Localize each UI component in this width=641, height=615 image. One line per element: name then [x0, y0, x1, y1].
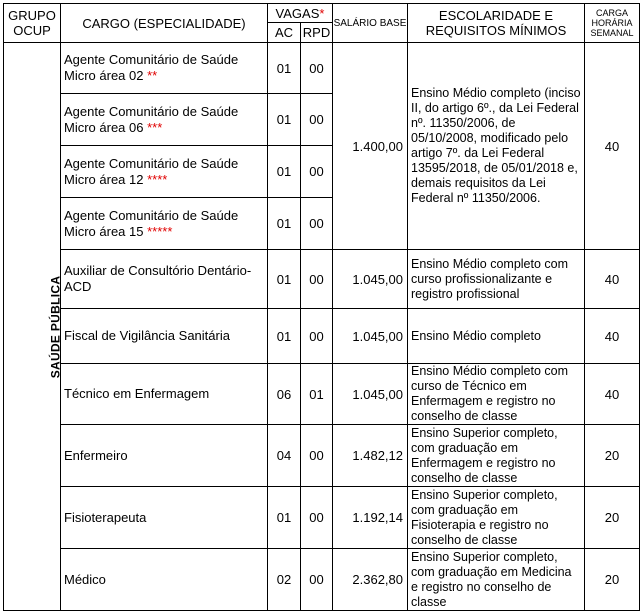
- ac-cell: 01: [268, 250, 301, 309]
- header-rpd: RPD: [301, 23, 333, 43]
- rpd-cell: 00: [301, 309, 333, 364]
- cargo-cell: Auxiliar de Consultório Dentário-ACD: [61, 250, 268, 309]
- ac-cell: 01: [268, 309, 301, 364]
- group-cell: [4, 43, 61, 611]
- header-ac: AC: [268, 23, 301, 43]
- salario-cell: 2.362,80: [333, 549, 408, 611]
- ac-cell: 01: [268, 94, 301, 146]
- header-escolaridade: ESCOLARIDADE E REQUISITOS MÍNIMOS: [408, 4, 585, 43]
- rpd-cell: 00: [301, 487, 333, 549]
- cargo-cell: Médico: [61, 549, 268, 611]
- table-row: [4, 425, 640, 487]
- salario-cell: 1.045,00: [333, 364, 408, 425]
- vacancy-table: [3, 3, 640, 611]
- ac-cell: 01: [268, 146, 301, 198]
- salario-cell: 1.192,14: [333, 487, 408, 549]
- cargo-cell: [61, 198, 268, 250]
- ac-cell: 02: [268, 549, 301, 611]
- ac-cell: 01: [268, 43, 301, 94]
- rpd-cell: 01: [301, 364, 333, 425]
- rpd-cell: 00: [301, 43, 333, 94]
- escolaridade-cell: Ensino Médio completo com curso profissionalizante e registro profissional: [408, 250, 585, 309]
- header-cargo: CARGO (ESPECIALIDADE): [61, 4, 268, 43]
- table-row: [4, 43, 640, 94]
- ac-cell: 01: [268, 198, 301, 250]
- cargo-cell: Técnico em Enfermagem: [61, 364, 268, 425]
- cargo-cell: Fisioterapeuta: [61, 487, 268, 549]
- table-row: [4, 549, 640, 611]
- carga-cell: 20: [585, 549, 640, 611]
- carga-cell: 40: [585, 364, 640, 425]
- cargo-mark: *****: [147, 223, 173, 239]
- salario-cell: 1.045,00: [333, 250, 408, 309]
- carga-cell: 40: [585, 43, 640, 250]
- salario-cell: 1.045,00: [333, 309, 408, 364]
- header-carga: CARGA HORÁRIA SEMANAL: [585, 4, 640, 43]
- rpd-cell: 00: [301, 250, 333, 309]
- carga-cell: 20: [585, 487, 640, 549]
- header-vagas: [268, 4, 333, 23]
- rpd-cell: 00: [301, 94, 333, 146]
- cargo-mark: ****: [147, 171, 168, 187]
- table-row: [4, 487, 640, 549]
- ac-cell: 04: [268, 425, 301, 487]
- escolaridade-cell: Ensino Médio completo (inciso II, do artigo 6º., da Lei Federal nº. 11350/2006, de 05/10/2008, modificado pelo artigo 7º. da Lei Federal 13595/2018, de 05/01/2018 e, demais requisitos da Lei Federal nº 11350/2006.: [408, 43, 585, 250]
- header-vagas-mark: *: [319, 5, 325, 21]
- cargo-text: Agente Comunitário de Saúde Micro área 15: [64, 207, 239, 239]
- escolaridade-cell: Ensino Superior completo, com graduação em Medicina e registro no conselho de classe: [408, 549, 585, 611]
- carga-cell: 20: [585, 425, 640, 487]
- ac-cell: 06: [268, 364, 301, 425]
- carga-cell: 40: [585, 309, 640, 364]
- cargo-mark: **: [147, 68, 158, 83]
- cargo-cell: [61, 43, 268, 94]
- cargo-cell: Fiscal de Vigilância Sanitária: [61, 309, 268, 364]
- cargo-cell: [61, 146, 268, 198]
- escolaridade-cell: Ensino Médio completo: [408, 309, 585, 364]
- table-row: [4, 250, 640, 309]
- table-row: [4, 364, 640, 425]
- cargo-text: Agente Comunitário de Saúde Micro área 12: [64, 155, 239, 187]
- cargo-text: Agente Comunitário de Saúde Micro área 02: [64, 52, 239, 83]
- group-label: SAÚDE PÚBLICA: [48, 275, 63, 379]
- escolaridade-cell: Ensino Superior completo, com graduação em Fisioterapia e registro no conselho de classe: [408, 487, 585, 549]
- header-grupo: GRUPO OCUP: [4, 4, 61, 43]
- cargo-cell: [61, 94, 268, 146]
- cargo-cell: Enfermeiro: [61, 425, 268, 487]
- header-vagas-label: VAGAS: [275, 5, 320, 21]
- table-row: [4, 309, 640, 364]
- carga-cell: 40: [585, 250, 640, 309]
- escolaridade-cell: Ensino Médio completo com curso de Técnico em Enfermagem e registro no conselho de classe: [408, 364, 585, 425]
- ac-cell: 01: [268, 487, 301, 549]
- cargo-text: Agente Comunitário de Saúde Micro área 06: [64, 103, 239, 135]
- escolaridade-cell: Ensino Superior completo, com graduação em Enfermagem e registro no conselho de classe: [408, 425, 585, 487]
- cargo-mark: ***: [147, 119, 163, 135]
- header-salario: SALÁRIO BASE: [333, 4, 408, 43]
- rpd-cell: 00: [301, 146, 333, 198]
- rpd-cell: 00: [301, 198, 333, 250]
- rpd-cell: 00: [301, 425, 333, 487]
- salario-cell: 1.400,00: [333, 43, 408, 250]
- rpd-cell: 00: [301, 549, 333, 611]
- salario-cell: 1.482,12: [333, 425, 408, 487]
